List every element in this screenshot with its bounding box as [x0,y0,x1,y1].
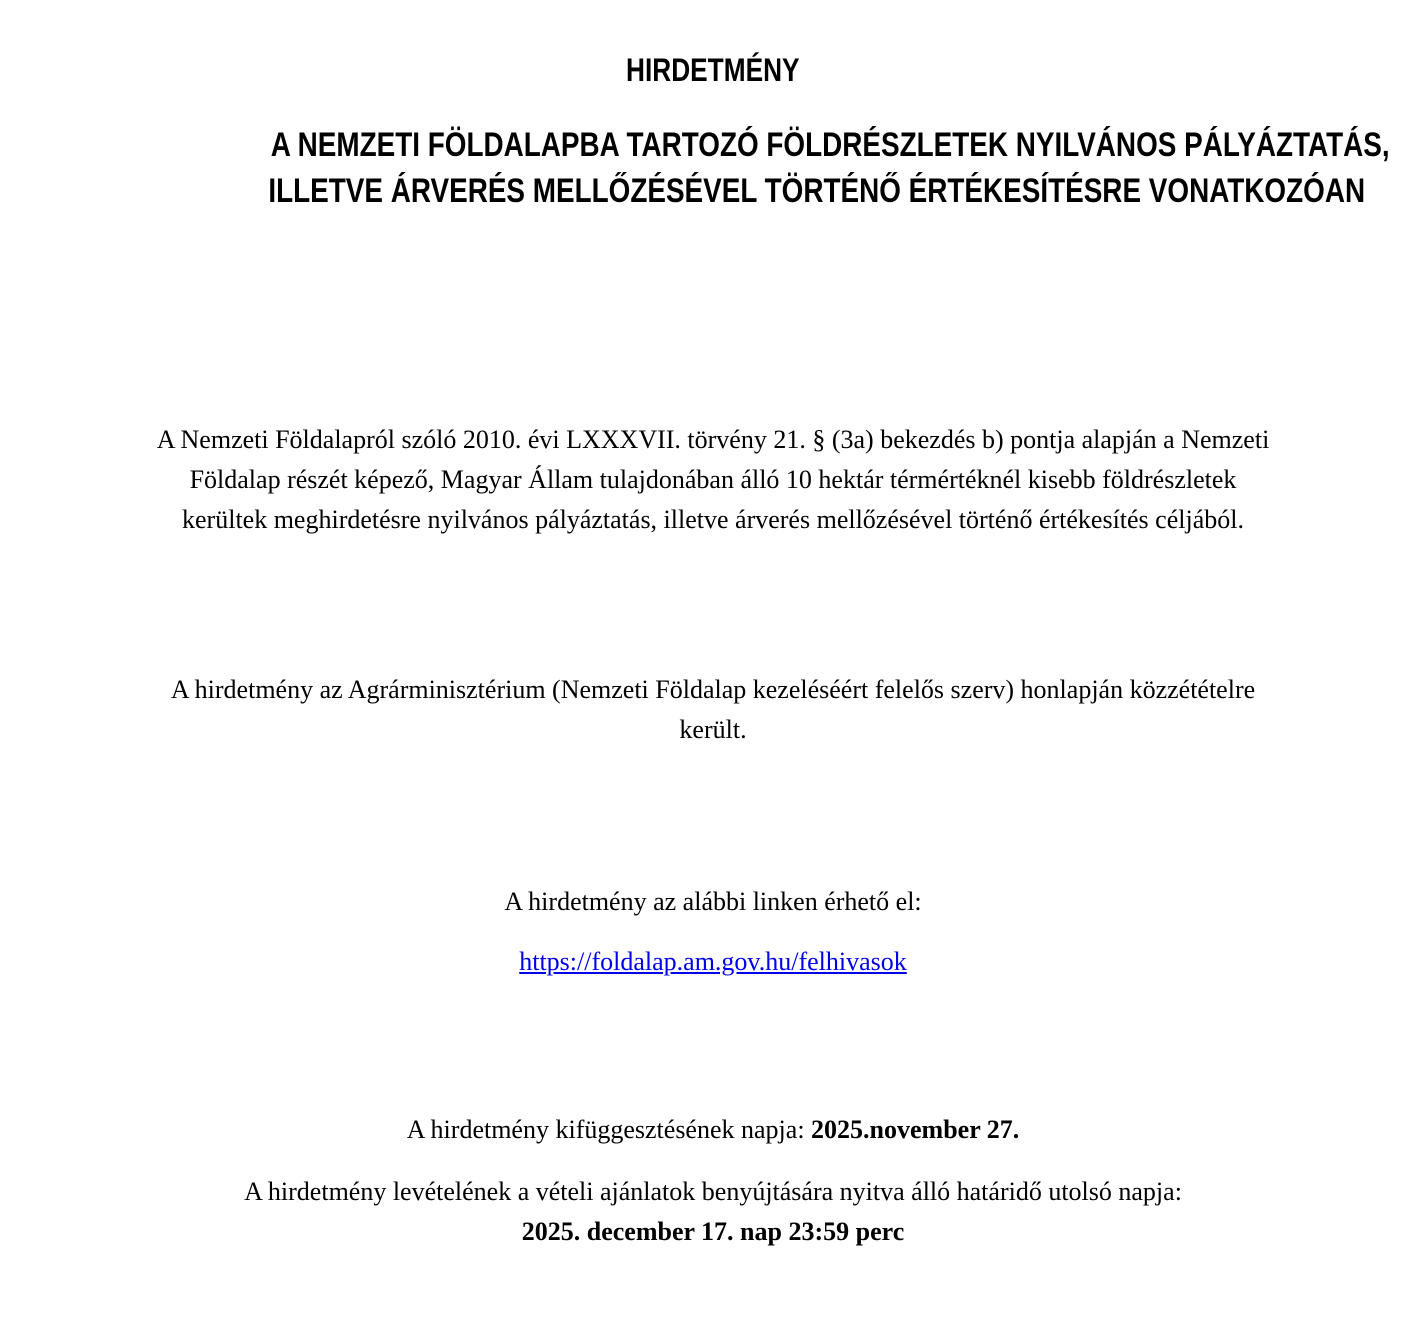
document-subtitle-line-1-text: A NEMZETI FÖLDALAPBA TARTOZÓ FÖLDRÉSZLETEK NYILVÁNOS PÁLYÁZTATÁS, [270,126,1390,164]
paragraph-posting-date [148,1110,1278,1150]
document-title [148,50,1278,90]
paragraph-deadline [148,1172,1278,1252]
paragraph-legal-basis: A Nemzeti Földalapról szóló 2010. évi LXXXVII. törvény 21. § (3a) bekezdés b) pontja alapján a Nemzeti Földalap részét képező, Magyar Állam tulajdonában álló 10 hektár térmértéknél kisebb földrészletek kerültek meghirdetésre nyilvános pályáztatás, illetve árverés mellőzésével történő értékesítés céljából. [156,425,1270,534]
posting-date-label: A hirdetmény kifüggesztésének napja: [406,1115,812,1144]
posting-date-value: 2025.november 27. [811,1115,1020,1144]
deadline-label: A hirdetmény levételének a vételi ajánlatok benyújtására nyitva álló határidő utolsó napja: [244,1177,1182,1206]
paragraph-link [148,942,1278,982]
document-subtitle-line-2-text: ILLETVE ÁRVERÉS MELLŐZÉSÉVEL TÖRTÉNŐ ÉRTÉKESÍTÉSRE VONATKOZÓAN [268,172,1366,210]
announcement-page [148,0,1390,1252]
paragraph-link-intro: A hirdetmény az alábbi linken érhető el: [504,887,922,916]
document-subtitle-line-1 [148,122,1390,168]
announcement-link[interactable]: https://foldalap.am.gov.hu/felhivasok [519,947,907,976]
document-subtitle [148,122,1390,214]
paragraph-publication: A hirdetmény az Agrárminisztérium (Nemzeti Földalap kezeléséért felelős szerv) honlapján közzétételre került. [170,675,1256,744]
document-subtitle-line-2 [148,168,1366,214]
deadline-value: 2025. december 17. nap 23:59 perc [521,1217,905,1246]
document-title-text: HIRDETMÉNY [626,52,800,88]
